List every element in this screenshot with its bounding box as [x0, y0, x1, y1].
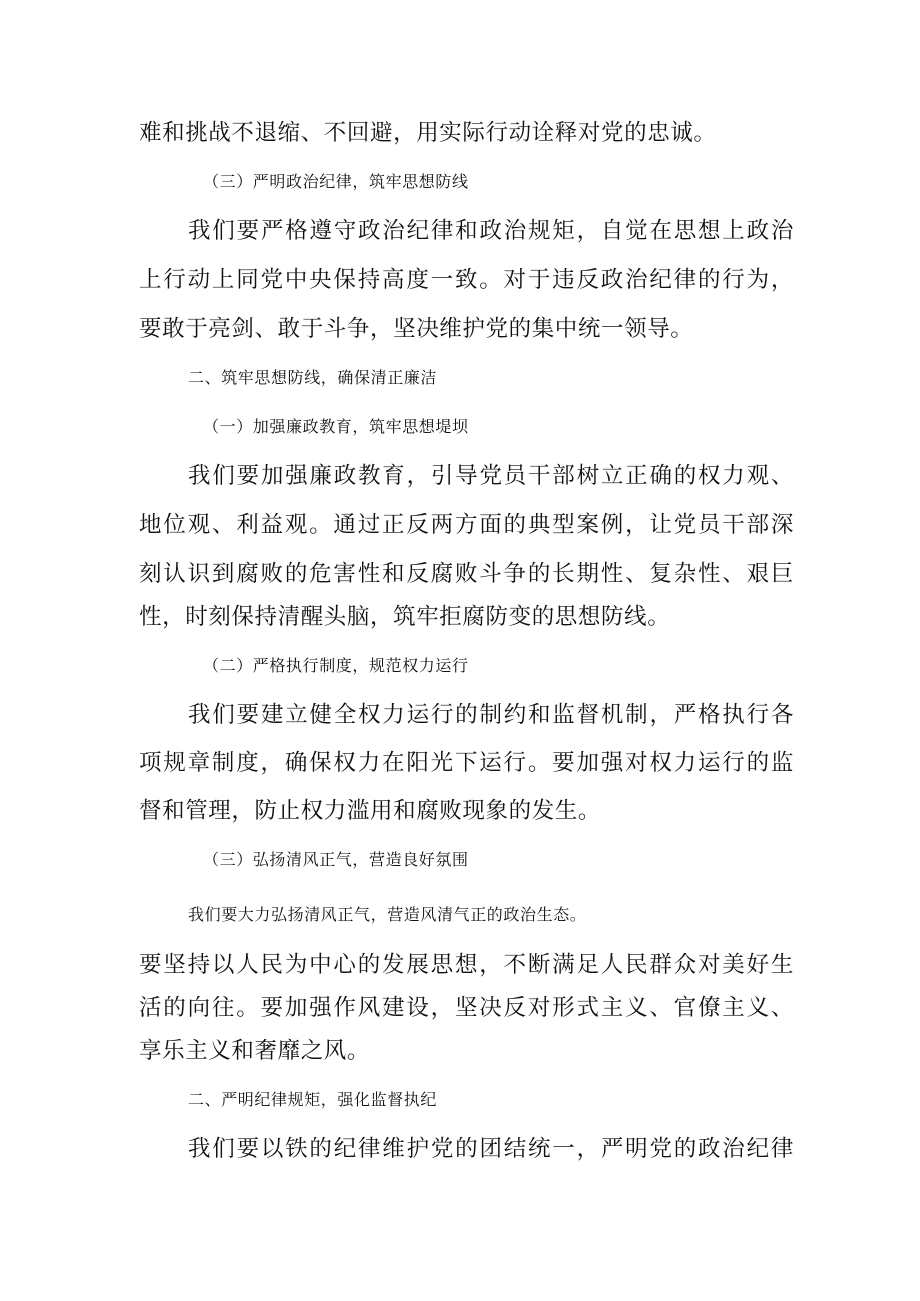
body-text-line: 要坚持以人民为中心的发展思想，不断满足人民群众对美好生	[139, 952, 794, 978]
section-heading: 二、严明纪律规矩，强化监督执纪	[188, 1090, 438, 1109]
body-text-line: 性，时刻保持清醒头脑，筑牢拒腐防变的思想防线。	[139, 604, 671, 630]
body-text-line: 督和管理，防止权力滥用和腐败现象的发生。	[139, 798, 602, 824]
paragraph-first-line: 我们要加强廉政教育，引导党员干部树立正确的权力观、	[188, 463, 794, 489]
paragraph-first-line: 我们要严格遵守政治纪律和政治规矩，自觉在思想上政治	[188, 218, 794, 244]
subsection-heading: （三）弘扬清风正气，营造良好氛围	[203, 850, 469, 869]
body-text-line: 刻认识到腐败的危害性和反腐败斗争的长期性、复杂性、艰巨	[139, 561, 794, 587]
body-text-line: 上行动上同党中央保持高度一致。对于违反政治纪律的行为，	[139, 267, 794, 293]
subsection-heading: （三）严明政治纪律，筑牢思想防线	[203, 172, 469, 191]
subsection-heading: （一）加强廉政教育，筑牢思想堤坝	[203, 417, 469, 436]
body-text-line: 活的向往。要加强作风建设，坚决反对形式主义、官僚主义、	[139, 995, 794, 1021]
paragraph-first-line: 我们要以铁的纪律维护党的团结统一，严明党的政治纪律	[188, 1136, 794, 1162]
paragraph-first-line: 我们要建立健全权力运行的制约和监督机制，严格执行各	[188, 702, 794, 728]
body-text-line: 项规章制度，确保权力在阳光下运行。要加强对权力运行的监	[139, 750, 794, 776]
body-text-line: 享乐主义和奢靡之风。	[139, 1038, 371, 1064]
section-heading: 二、筑牢思想防线，确保清正廉洁	[188, 368, 438, 387]
subsection-heading: （二）严格执行制度，规范权力运行	[203, 656, 469, 675]
body-text-line: 要敢于亮剑、敢于斗争，坚决维护党的集中统一领导。	[139, 316, 694, 342]
body-text-line: 难和挑战不退缩、不回避，用实际行动诠释对党的忠诚。	[139, 120, 717, 146]
paragraph-first-line: 我们要大力弘扬清风正气，营造风清气正的政治生态。	[188, 905, 587, 924]
body-text-line: 地位观、利益观。通过正反两方面的典型案例，让党员干部深	[139, 512, 794, 538]
